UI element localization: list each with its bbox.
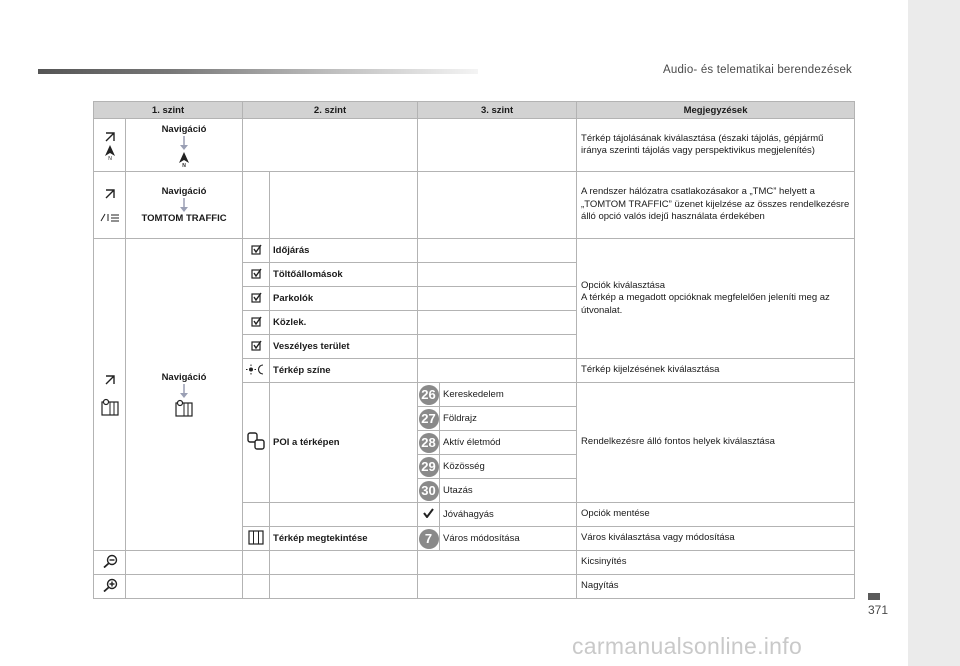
poi-note: Rendelkezésre álló fontos helyek kiválasztása bbox=[577, 383, 855, 503]
checkbox-icon-cell bbox=[243, 311, 270, 335]
view-badge-cell bbox=[418, 527, 440, 551]
map-settings-icon bbox=[101, 398, 119, 416]
poi-item: Közösség bbox=[440, 455, 577, 479]
checkmark-icon bbox=[423, 508, 434, 518]
poi-item: Aktív életmód bbox=[440, 431, 577, 455]
north-arrow-icon bbox=[177, 151, 191, 167]
table-row bbox=[94, 551, 855, 575]
table-row bbox=[94, 575, 855, 599]
group3-level1-label: Navigáció bbox=[161, 372, 207, 383]
header-gradient-bar bbox=[38, 69, 478, 74]
zoom-out-icon-cell bbox=[94, 551, 126, 575]
down-arrow-icon bbox=[179, 136, 189, 150]
zoom-out-l1 bbox=[126, 551, 243, 575]
down-arrow-icon bbox=[179, 384, 189, 398]
poi-number-badge: 26 bbox=[419, 385, 439, 405]
row2-level2 bbox=[270, 172, 418, 239]
poi-badge-cell bbox=[418, 479, 440, 503]
svg-text:N: N bbox=[107, 156, 112, 160]
option-weather-l3 bbox=[418, 239, 577, 263]
option-danger-l3 bbox=[418, 335, 577, 359]
day-night-icon-cell bbox=[243, 359, 270, 383]
poi-icon-cell bbox=[243, 383, 270, 503]
zoom-out-note: Kicsinyítés bbox=[577, 551, 855, 575]
nav-arrow-icon bbox=[103, 130, 117, 144]
checkbox-icon bbox=[251, 316, 262, 327]
table-row bbox=[94, 119, 855, 172]
checkbox-icon-cell bbox=[243, 287, 270, 311]
map-color-l3 bbox=[418, 359, 577, 383]
nav-arrow-icon bbox=[103, 373, 117, 387]
row2-level3 bbox=[418, 172, 577, 239]
poi-number-badge: 27 bbox=[419, 409, 439, 429]
header-notes: Megjegyzések bbox=[577, 102, 855, 119]
row1-level2 bbox=[243, 119, 418, 172]
poi-icon bbox=[247, 432, 265, 450]
row2-level1 bbox=[126, 172, 243, 239]
zoom-in-icon-cell bbox=[94, 575, 126, 599]
row1-icons bbox=[94, 119, 126, 172]
zoom-in-note: Nagyítás bbox=[577, 575, 855, 599]
city-modify-option: Város módosítása bbox=[440, 527, 577, 551]
down-arrow-icon bbox=[179, 198, 189, 212]
page-marker bbox=[868, 593, 880, 600]
page-header-title: Audio- és telematikai berendezések bbox=[663, 64, 852, 76]
option-fuel-l3 bbox=[418, 263, 577, 287]
checkbox-icon-cell bbox=[243, 239, 270, 263]
row2-note: A rendszer hálózatra csatlakozásakor a „TMC” helyett a „TOMTOM TRAFFIC” üzenet kijelzése az összes rendelkezésre álló opció valós idejű használata érdekében bbox=[577, 172, 855, 239]
option-traffic: Közlek. bbox=[270, 311, 418, 335]
map-view-icon-cell bbox=[243, 527, 270, 551]
confirm-l2 bbox=[270, 503, 418, 527]
zoom-out-l2 bbox=[270, 551, 418, 575]
confirm-note: Opciók mentése bbox=[577, 503, 855, 527]
nav-arrow-icon bbox=[103, 187, 117, 201]
header-level2: 2. szint bbox=[243, 102, 418, 119]
row2-level2-icon bbox=[243, 172, 270, 239]
poi-badge-cell bbox=[418, 431, 440, 455]
table-header-row bbox=[94, 102, 855, 119]
city-note: Város kiválasztása vagy módosítása bbox=[577, 527, 855, 551]
zoom-in-l1 bbox=[126, 575, 243, 599]
poi-number-badge: 28 bbox=[419, 433, 439, 453]
confirm-option: Jóváhagyás bbox=[440, 503, 577, 527]
option-fuel-stations: Töltőállomások bbox=[270, 263, 418, 287]
poi-item: Kereskedelem bbox=[440, 383, 577, 407]
group3-level1 bbox=[126, 239, 243, 551]
zoom-out-icon bbox=[102, 554, 118, 568]
poi-item: Utazás bbox=[440, 479, 577, 503]
table-row bbox=[94, 239, 855, 263]
option-weather: Időjárás bbox=[270, 239, 418, 263]
zoom-in-l3 bbox=[418, 575, 577, 599]
header-level3: 3. szint bbox=[418, 102, 577, 119]
checkbox-icon-cell bbox=[243, 335, 270, 359]
map-color-note: Térkép kijelzésének kiválasztása bbox=[577, 359, 855, 383]
north-arrow-icon bbox=[103, 144, 117, 160]
poi-option: POI a térképen bbox=[270, 383, 418, 503]
row1-note: Térkép tájolásának kiválasztása (északi tájolás, gépjármű iránya szerinti tájolás vagy perspektivikus megjelenítés) bbox=[577, 119, 855, 172]
zoom-out-l2-icon bbox=[243, 551, 270, 575]
row1-level3 bbox=[418, 119, 577, 172]
zoom-in-icon bbox=[102, 578, 118, 592]
row2-level1-label: Navigáció bbox=[161, 186, 207, 197]
checkbox-icon bbox=[251, 268, 262, 279]
checkbox-icon bbox=[251, 292, 262, 303]
option-traffic-l3 bbox=[418, 311, 577, 335]
option-danger-zone: Veszélyes terület bbox=[270, 335, 418, 359]
map-view-icon bbox=[248, 529, 264, 545]
map-color-option: Térkép színe bbox=[270, 359, 418, 383]
view-number-badge: 7 bbox=[419, 529, 439, 549]
poi-badge-cell bbox=[418, 383, 440, 407]
map-view-option: Térkép megtekintése bbox=[270, 527, 418, 551]
traffic-icon bbox=[100, 212, 120, 222]
option-parking-l3 bbox=[418, 287, 577, 311]
zoom-out-l3 bbox=[418, 551, 577, 575]
poi-item: Földrajz bbox=[440, 407, 577, 431]
poi-number-badge: 29 bbox=[419, 457, 439, 477]
poi-badge-cell bbox=[418, 407, 440, 431]
table-row bbox=[94, 172, 855, 239]
option-parking: Parkolók bbox=[270, 287, 418, 311]
poi-number-badge: 30 bbox=[419, 481, 439, 501]
day-night-icon bbox=[246, 364, 266, 375]
header-level1: 1. szint bbox=[94, 102, 243, 119]
page-number: 371 bbox=[867, 603, 888, 617]
poi-badge-cell bbox=[418, 455, 440, 479]
checks-note: Opciók kiválasztása A térkép a megadott opcióknak megfelelően jeleníti meg az útvonalat. bbox=[577, 239, 855, 359]
checkbox-icon-cell bbox=[243, 263, 270, 287]
map-settings-icon bbox=[175, 399, 193, 417]
checkmark-icon-cell bbox=[418, 503, 440, 527]
row1-level1 bbox=[126, 119, 243, 172]
group3-icons bbox=[94, 239, 126, 551]
menu-table bbox=[93, 101, 855, 599]
side-strip bbox=[908, 0, 960, 666]
confirm-l2-icon bbox=[243, 503, 270, 527]
checkbox-icon bbox=[251, 244, 262, 255]
checkbox-icon bbox=[251, 340, 262, 351]
svg-text:N: N bbox=[182, 162, 186, 167]
row2-level1-sub: TOMTOM TRAFFIC bbox=[141, 213, 227, 224]
row1-level1-label: Navigáció bbox=[161, 123, 207, 135]
zoom-in-l2 bbox=[270, 575, 418, 599]
watermark: carmanualsonline.info bbox=[572, 633, 803, 659]
row2-icons bbox=[94, 172, 126, 239]
zoom-in-l2-icon bbox=[243, 575, 270, 599]
